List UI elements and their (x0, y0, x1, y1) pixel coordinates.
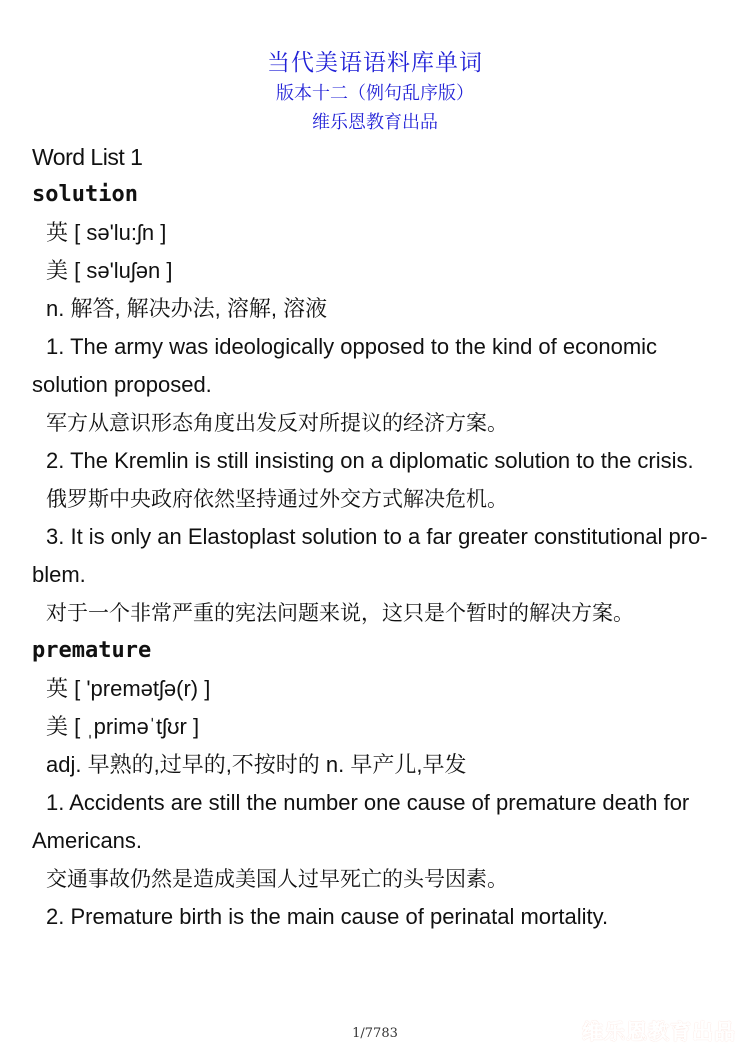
document-body (32, 138, 722, 936)
page-number: 1/7783 (352, 1026, 398, 1041)
uk-pronunciation: 英 [ 'premətʃə(r) ] (46, 676, 211, 701)
publisher-watermark: 维乐恩教育出品 (582, 1020, 736, 1044)
us-pronunciation: 美 [ ˌpriməˈtʃʊr ] (46, 714, 200, 739)
example-chinese: 对于一个非常严重的宪法问题来说，这只是个暂时的解决方案。 (46, 601, 634, 625)
word-entry (32, 632, 722, 936)
document-title: 当代美语语料库单词 (267, 50, 483, 76)
example-english: 3. It is only an Elastoplast solution to a far greater constitutional pro-blem. (32, 524, 708, 587)
uk-pronunciation: 英 [ sə'lu:ʃn ] (46, 220, 167, 245)
word-list-heading: Word List 1 (32, 144, 143, 170)
example-chinese: 交通事故仍然是造成美国人过早死亡的头号因素。 (46, 867, 508, 891)
example-english: 2. Premature birth is the main cause of perinatal mortality. (46, 904, 609, 929)
headword: solution (32, 182, 138, 207)
example-english: 1. The army was ideologically opposed to the kind of economic solution proposed. (32, 334, 658, 397)
word-entry (32, 176, 722, 632)
example-chinese: 军方从意识形态角度出发反对所提议的经济方案。 (46, 411, 508, 435)
example-english: 1. Accidents are still the number one cause of premature death for Americans. (32, 790, 690, 853)
us-pronunciation: 美 [ sə'luʃən ] (46, 258, 173, 283)
headword: premature (32, 638, 152, 663)
definition: n. 解答, 解决办法, 溶解, 溶液 (46, 296, 328, 321)
document-publisher: 维乐恩教育出品 (312, 112, 438, 133)
example-chinese: 俄罗斯中央政府依然坚持通过外交方式解决危机。 (46, 487, 508, 511)
example-english: 2. The Kremlin is still insisting on a diplomatic solution to the crisis. (46, 448, 694, 473)
definition: adj. 早熟的,过早的,不按时的 n. 早产儿,早发 (46, 752, 467, 777)
document-subtitle: 版本十二（例句乱序版） (276, 83, 474, 104)
